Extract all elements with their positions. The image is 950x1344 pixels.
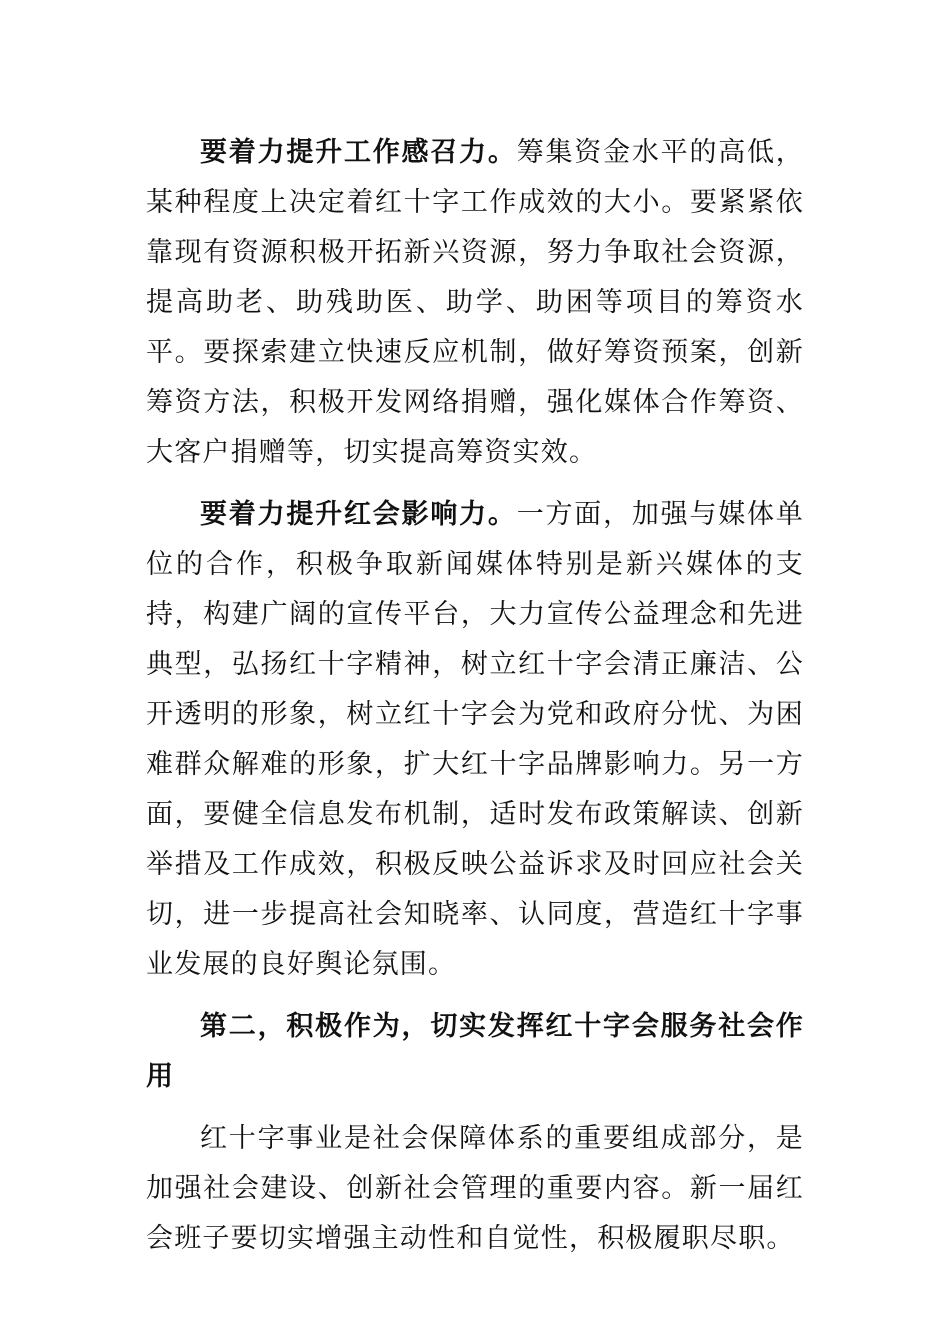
paragraph-text-fundraising: 筹集资金水平的高低，某种程度上决定着红十字工作成效的大小。要紧紧依靠现有资源积极开拓新兴资源，努力争取社会资源，提高助老、助残助医、助学、助困等项目的筹资水平。要探索建立快速反应机制，做好筹资预案，创新筹资方法，积极开发网络捐赠，强化媒体合作筹资、大客户捐赠等，切实提高筹资实效。 xyxy=(146,137,805,468)
paragraph-lead-influence: 要着力提升红会影响力。 xyxy=(200,499,517,530)
document-body xyxy=(146,128,804,1276)
paragraph-lead-fundraising: 要着力提升工作感召力。 xyxy=(200,137,517,168)
paragraph-text-influence: 一方面，加强与媒体单位的合作，积极争取新闻媒体特别是新兴媒体的支持，构建广阔的宣传平台，大力宣传公益理念和先进典型，弘扬红十字精神，树立红十字会清正廉洁、公开透明的形象，树立红十字会为党和政府分忧、为困难群众解难的形象，扩大红十字品牌影响力。另一方面，要健全信息发布机制，适时发布政策解读、创新举措及工作成效，积极反映公益诉求及时回应社会关切，进一步提高社会知晓率、认同度，营造红十字事业发展的良好舆论氛围。 xyxy=(146,499,805,980)
section-heading: 第二，积极作为，切实发挥红十字会服务社会作用 xyxy=(146,1011,804,1092)
paragraph-fundraising xyxy=(146,128,804,478)
paragraph-influence xyxy=(146,490,804,990)
paragraph-social-service xyxy=(146,1114,804,1264)
paragraph-text-social-service: 红十字事业是社会保障体系的重要组成部分，是加强社会建设、创新社会管理的重要内容。新一届红会班子要切实增强主动性和自觉性，积极履职尽职。 xyxy=(146,1123,804,1254)
